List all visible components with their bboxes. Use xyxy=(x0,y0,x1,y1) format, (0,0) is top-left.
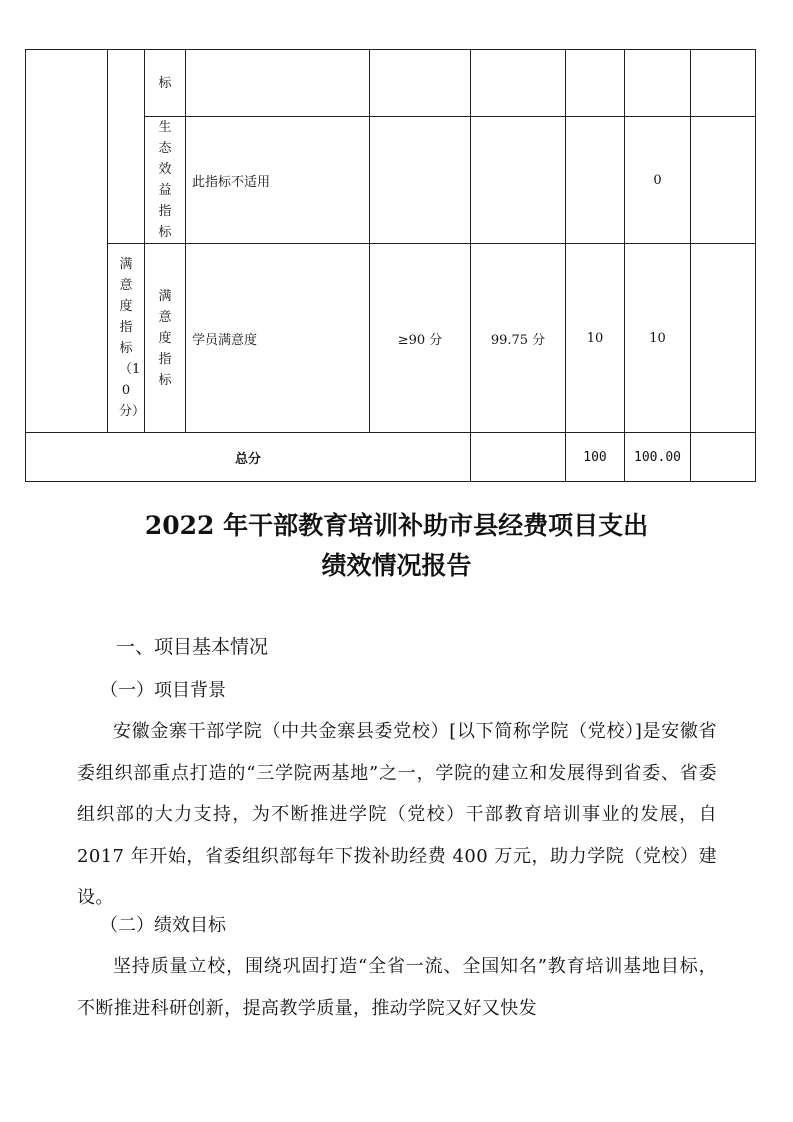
total-note-cell xyxy=(691,433,756,482)
total-weight-cell: 100 xyxy=(566,433,625,482)
note-cell xyxy=(691,244,756,433)
table-row xyxy=(26,244,756,433)
section-heading: 一、项目基本情况 xyxy=(116,636,269,658)
table-row xyxy=(26,50,756,117)
actual-value-cell xyxy=(471,117,566,244)
goals-paragraph: 坚持质量立校，围绕巩固打造“全省一流、全国知名”教育培训基地目标，不断推进科研创新，提高教学质量，推动学院又好又快发 xyxy=(77,956,717,1019)
report-title-line-2: 绩效情况报告 xyxy=(321,551,472,580)
weight-cell: 10 xyxy=(566,244,625,433)
indicator-content-cell: 此指标不适用 xyxy=(186,117,370,244)
target-value-cell xyxy=(370,117,471,244)
table-total-row xyxy=(26,433,756,482)
target-value-cell: ≥90 分 xyxy=(370,244,471,433)
actual-value-cell: 99.75 分 xyxy=(471,244,566,433)
total-actual-cell xyxy=(471,433,566,482)
background-paragraph: 安徽金寨干部学院（中共金寨县委党校）[以下简称学院（党校）]是安徽省委组织部重点打造的“三学院两基地”之一，学院的建立和发展得到省委、省委组织部的大力支持，为不断推进学院（党校）干部教育培训事业的发展，自 2017 年开始，省委组织部每年下拨补助经费 400 万元，助力学院（党校）建设。 xyxy=(77,721,717,908)
tertiary-indicator-cell: 满意度指标 xyxy=(145,244,186,433)
tertiary-indicator-cell: 生态效益指标 xyxy=(145,117,186,244)
subsection-heading-background: （一）项目背景 xyxy=(100,680,226,701)
indicator-content-cell: 学员满意度 xyxy=(186,244,370,433)
weight-cell xyxy=(566,117,625,244)
indicator-content-cell xyxy=(186,50,370,117)
primary-indicator-cell xyxy=(26,50,108,433)
actual-value-cell xyxy=(471,50,566,117)
tertiary-indicator-cell: 标 xyxy=(145,50,186,117)
report-title: 2022 年干部教育培训补助市县经费项目支出 xyxy=(144,511,649,540)
weight-cell xyxy=(566,50,625,117)
note-cell xyxy=(691,117,756,244)
total-score-cell: 100.00 xyxy=(625,433,691,482)
subsection-heading-goals: （二）绩效目标 xyxy=(100,915,226,936)
secondary-indicator-cell xyxy=(108,50,145,244)
performance-table xyxy=(25,49,756,482)
score-cell xyxy=(625,50,691,117)
target-value-cell xyxy=(370,50,471,117)
score-cell: 0 xyxy=(625,117,691,244)
note-cell xyxy=(691,50,756,117)
score-cell: 10 xyxy=(625,244,691,433)
total-label: 总分 xyxy=(26,433,471,482)
secondary-indicator-cell: 满意度指标（10分） xyxy=(108,244,145,433)
